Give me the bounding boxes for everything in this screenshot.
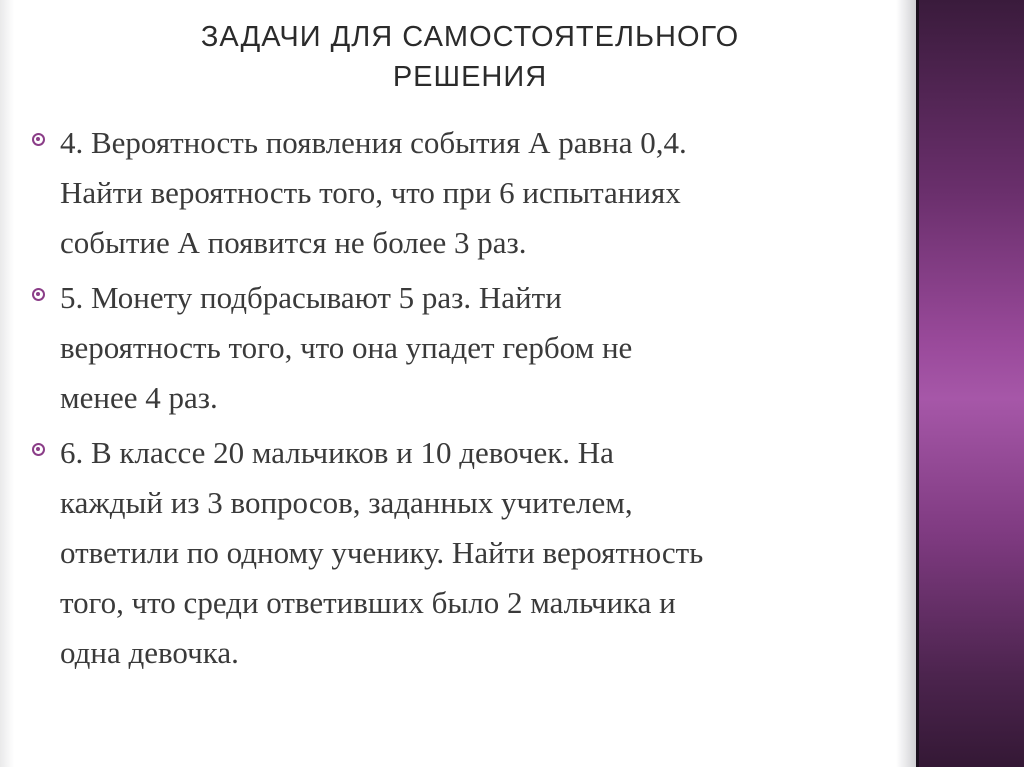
task-4-line-2: Найти вероятность того, что при 6 испытаниях bbox=[60, 175, 681, 210]
task-6-line-1: 6. В классе 20 мальчиков и 10 девочек. На bbox=[60, 435, 614, 470]
circle-bullet-icon bbox=[32, 443, 45, 456]
task-list bbox=[30, 118, 900, 683]
task-6-line-5: одна девочка. bbox=[60, 635, 239, 670]
task-6-line-2: каждый из 3 вопросов, заданных учителем, bbox=[60, 485, 633, 520]
task-5-line-2: вероятность того, что она упадет гербом не bbox=[60, 330, 633, 365]
circle-bullet-icon bbox=[32, 133, 45, 146]
slide-title-line-1: ЗАДАЧИ ДЛЯ САМОСТОЯТЕЛЬНОГО bbox=[200, 21, 740, 53]
task-6-line-3: ответили по одному ученику. Найти вероятность bbox=[60, 535, 704, 570]
slide-title-line-2: РЕШЕНИЯ bbox=[392, 61, 548, 93]
side-decorative-band bbox=[919, 0, 1024, 767]
task-5-line-1: 5. Монету подбрасывают 5 раз. Найти bbox=[60, 280, 562, 315]
task-item-4 bbox=[30, 118, 900, 268]
slide-title bbox=[120, 17, 820, 97]
task-4-line-3: событие А появится не более 3 раз. bbox=[60, 225, 527, 260]
task-item-5 bbox=[30, 273, 900, 423]
circle-bullet-icon bbox=[32, 288, 45, 301]
task-item-6 bbox=[30, 428, 900, 678]
left-edge-shadow bbox=[0, 0, 14, 767]
task-6-line-4: того, что среди ответивших было 2 мальчика и bbox=[60, 585, 676, 620]
task-5-line-3: менее 4 раз. bbox=[60, 380, 218, 415]
task-4-line-1: 4. Вероятность появления события А равна 0,4. bbox=[60, 125, 687, 160]
